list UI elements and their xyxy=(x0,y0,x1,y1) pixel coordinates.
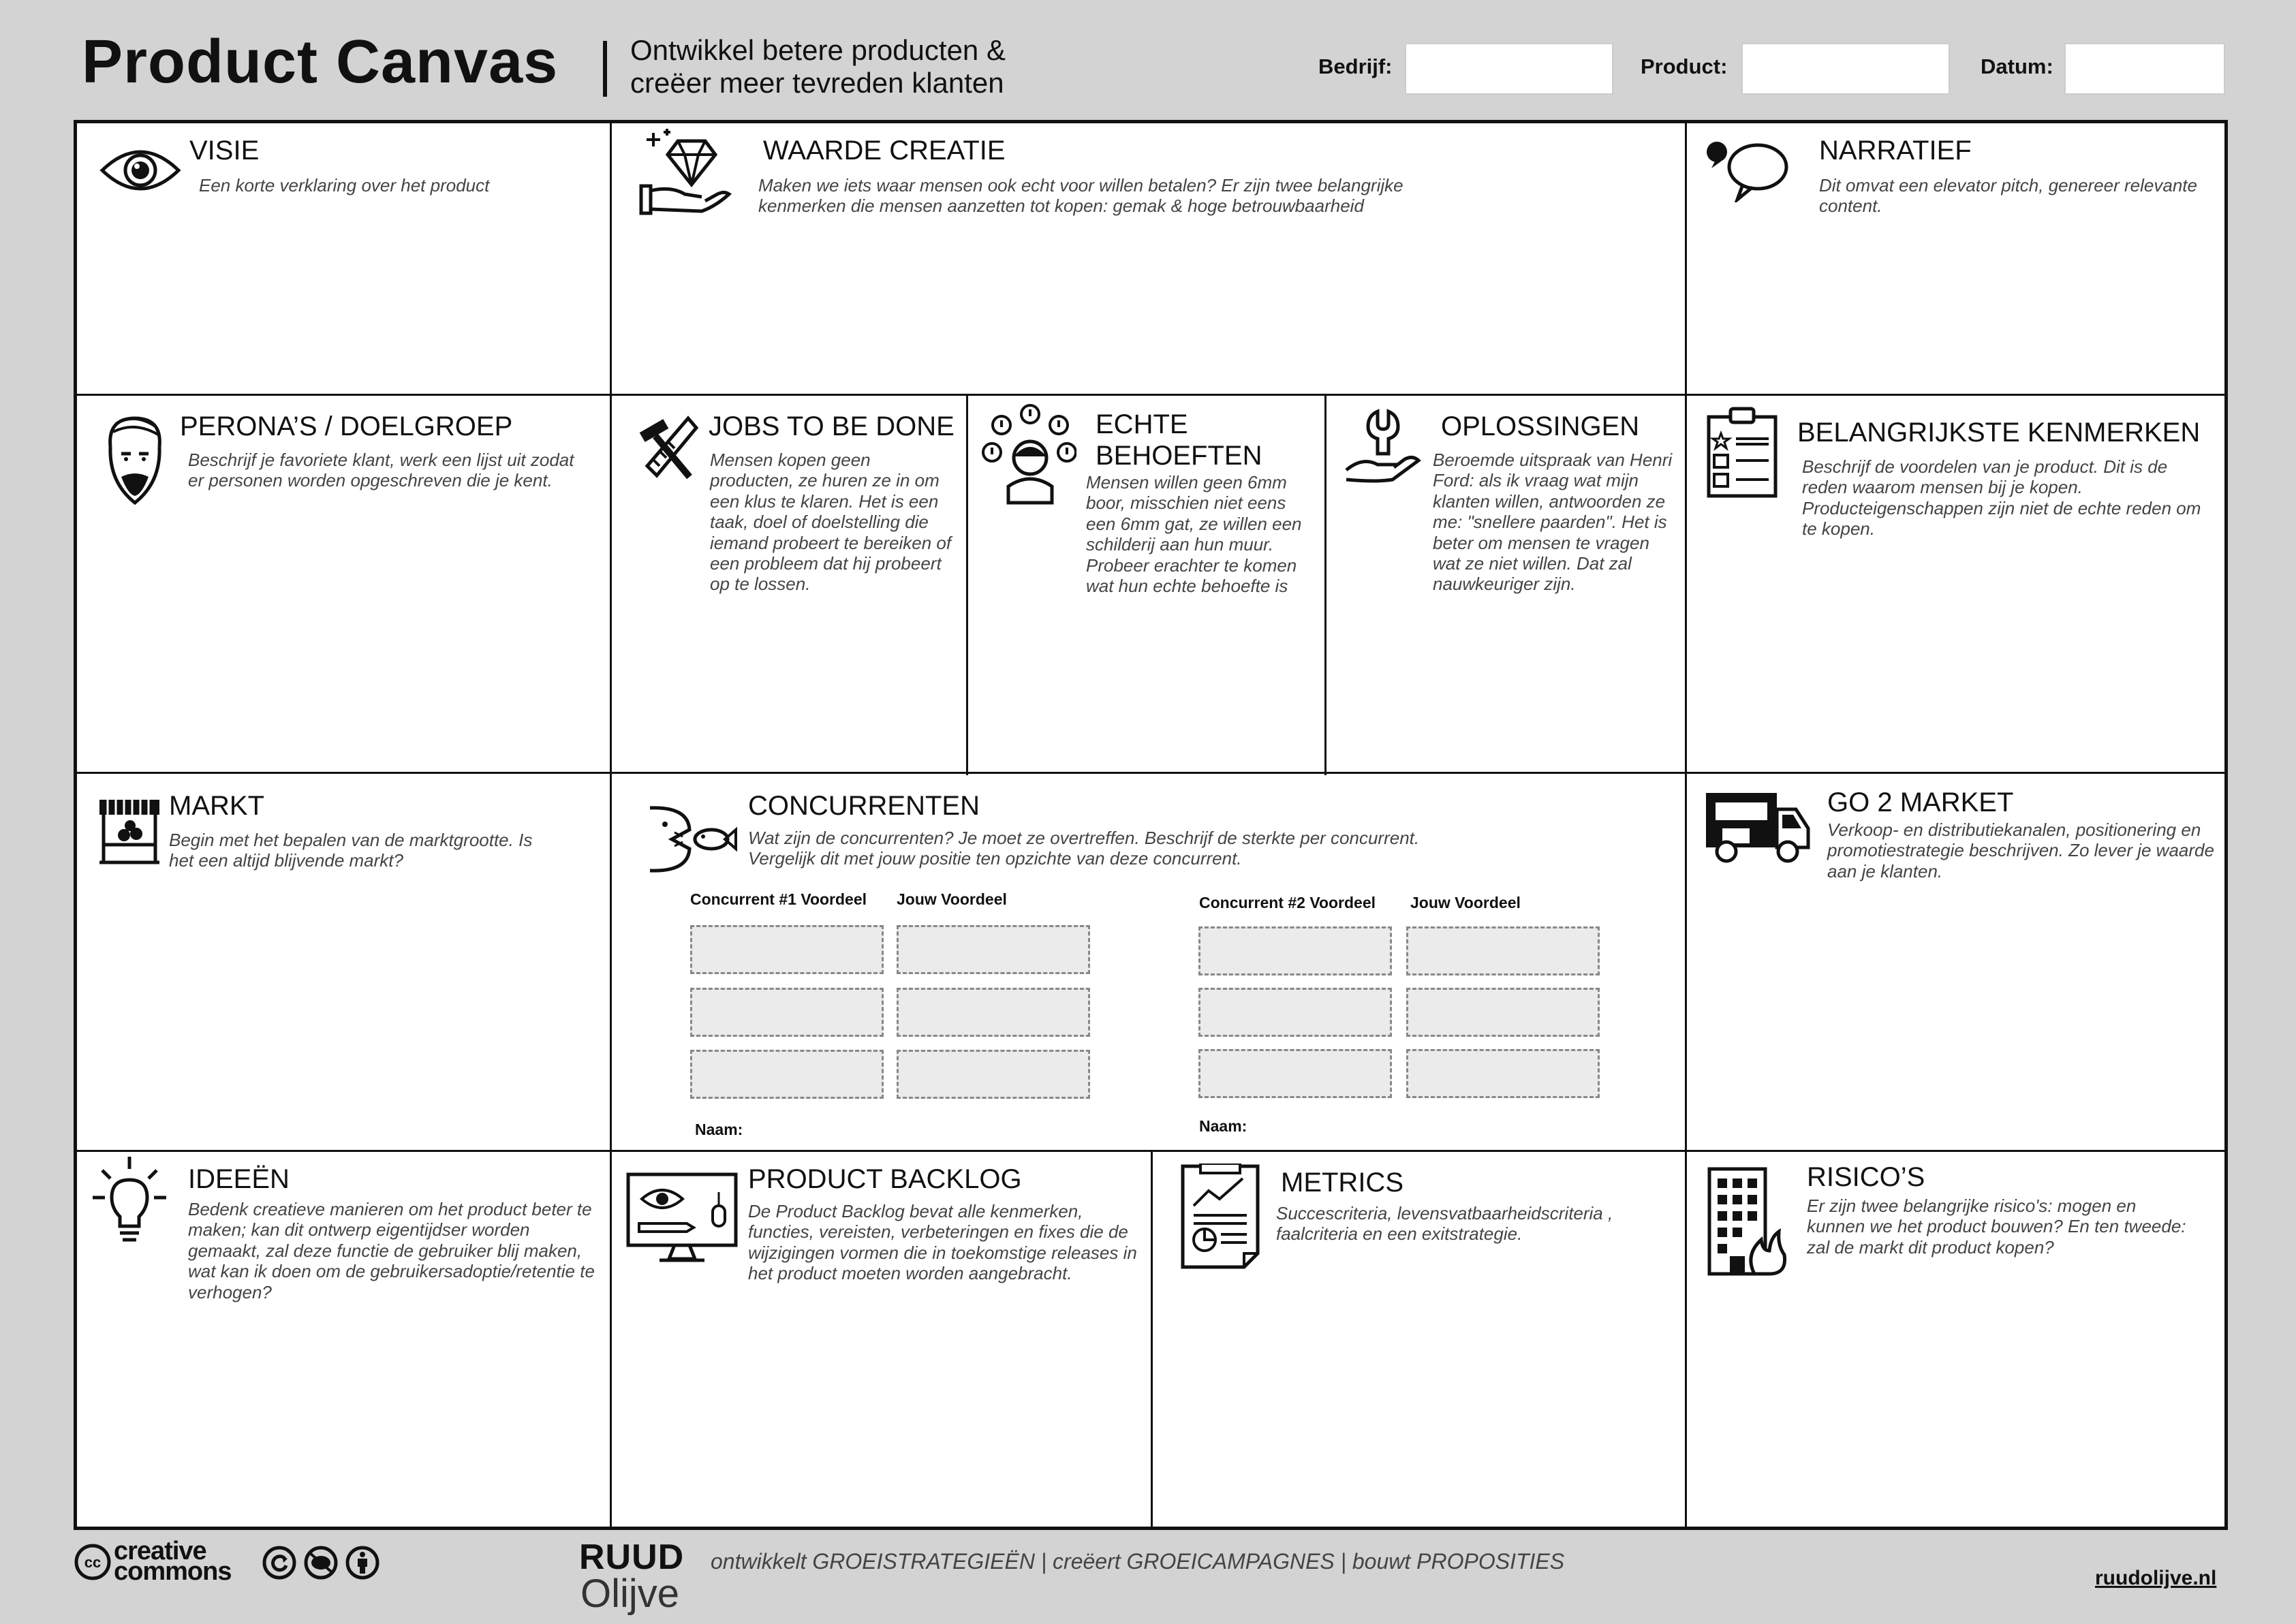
brand-logo-bottom: Olijve xyxy=(580,1572,680,1616)
person-alerts-icon xyxy=(981,403,1076,505)
monitor-design-icon xyxy=(625,1172,739,1264)
person-face-icon xyxy=(101,414,169,507)
concurrent-2-input[interactable] xyxy=(1198,926,1392,975)
concurrenten-title: CONCURRENTEN xyxy=(748,791,980,821)
clipboard-checklist-icon xyxy=(1706,406,1778,499)
page-title: Product Canvas xyxy=(82,28,559,96)
metrics-title: METRICS xyxy=(1281,1168,1403,1198)
personas-description: Beschrijf je favoriete klant, werk een lijst uit zodat er personen worden opgeschreven die je kent. xyxy=(188,450,574,491)
behoeften-title-line-2: BEHOEFTEN xyxy=(1096,441,1262,471)
personas-title: PERONA’S / DOELGROEP xyxy=(180,411,513,441)
grid-line xyxy=(1324,394,1327,775)
datum-field[interactable] xyxy=(2064,43,2225,95)
wrench-hand-icon xyxy=(1342,406,1424,488)
cc-line-1: creative xyxy=(114,1537,206,1565)
svg-text:cc: cc xyxy=(84,1554,102,1571)
hammer-saw-icon xyxy=(634,413,702,481)
go2market-description: Verkoop- en distributiekanalen, positionering en promotiestrategie beschrijven. Zo lever je waarde aan je klanten. xyxy=(1827,819,2214,881)
grid-line xyxy=(74,394,2228,396)
waarde-creatie-description: Maken we iets waar mensen ook echt voor willen betalen? Er zijn twee belangrijke kenmerken die mensen aanzetten tot kopen: gemak & hoge betrouwbaarheid xyxy=(758,175,1403,217)
jouw-voordeel-1-input[interactable] xyxy=(897,1050,1090,1099)
jouw-voordeel-1-header: Jouw Voordeel xyxy=(897,890,1007,908)
kenmerken-title: BELANGRIJKSTE KENMERKEN xyxy=(1797,418,2201,448)
naam-1-label: Naam: xyxy=(695,1121,743,1138)
report-chart-icon xyxy=(1180,1164,1260,1270)
oplossingen-description: Beroemde uitspraak van Henri Ford: als ik vraag wat mijn klanten willen, antwoorden ze me: "snellere paarden". Het is beter om mensen te vragen wat ze niet willen. Dat zal nauwkeuriger zijn. xyxy=(1433,450,1673,595)
bedrijf-label: Bedrijf: xyxy=(1318,54,1393,78)
product-label: Product: xyxy=(1641,54,1728,78)
naam-2-label: Naam: xyxy=(1199,1117,1247,1135)
grid-line xyxy=(610,123,612,1527)
diamond-hand-icon xyxy=(637,126,732,221)
concurrent-1-input[interactable] xyxy=(690,988,884,1037)
ideeen-title: IDEEËN xyxy=(188,1164,290,1194)
concurrent-1-header: Concurrent #1 Voordeel xyxy=(690,890,867,908)
jouw-voordeel-1-input[interactable] xyxy=(897,925,1090,974)
markt-title: MARKT xyxy=(169,791,264,821)
grid-line xyxy=(74,772,2228,774)
behoeften-title-line-1: ECHTE xyxy=(1096,409,1188,439)
jouw-voordeel-1-input[interactable] xyxy=(897,988,1090,1037)
concurrenten-description: Wat zijn de concurrenten? Je moet ze overtreffen. Beschrijf de sterkte per concurrent. Vergelijk dit met jouw positie ten opzichte van deze concurrent. xyxy=(748,828,1420,869)
backlog-description: De Product Backlog bevat alle kenmerken, functies, vereisten, verbeteringen en fixes die de wijzigingen vormen die in toekomstige releases in het product moeten worden aangebracht. xyxy=(748,1201,1137,1284)
fish-competitors-icon xyxy=(647,804,739,876)
food-truck-icon xyxy=(1703,789,1812,864)
jouw-voordeel-2-input[interactable] xyxy=(1406,1049,1600,1098)
title-divider xyxy=(603,41,607,97)
speech-bubbles-icon xyxy=(1703,140,1792,202)
eye-icon xyxy=(99,142,181,199)
cc-line-2: commons xyxy=(114,1557,232,1587)
risicos-title: RISICO’S xyxy=(1807,1162,1925,1192)
product-field[interactable] xyxy=(1741,43,1950,95)
cc-logo-icon xyxy=(74,1543,112,1581)
footer-tagline: ontwikkelt GROEISTRATEGIEËN | creëert GROEICAMPAGNES | bouwt PROPOSITIES xyxy=(711,1549,1565,1574)
concurrent-2-input[interactable] xyxy=(1198,1049,1392,1098)
market-stall-icon xyxy=(97,797,162,865)
grid-line xyxy=(1685,123,1687,1527)
ideeen-description: Bedenk creatieve manieren om het product beter te maken; kan dit ontwerp eigentijdser worden gemaakt, zal deze functie de gebruiker blij maken, wat kan ik doen om de gebruikersadoptie/retentie te verhogen? xyxy=(188,1199,595,1302)
grid-line xyxy=(966,394,968,775)
jouw-voordeel-2-input[interactable] xyxy=(1406,926,1600,975)
risicos-description: Er zijn twee belangrijke risico's: mogen en kunnen we het product bouwen? En ten tweede: zal de markt dit product kopen? xyxy=(1807,1196,2186,1258)
behoeften-description: Mensen willen geen 6mm boor, misschien niet eens een 6mm gat, ze willen een schilderij aan hun muur. Probeer erachter te komen wat hun echte behoefte is xyxy=(1086,472,1302,597)
brand-logo-top: RUUD xyxy=(579,1537,685,1577)
subtitle-line-1: Ontwikkel betere producten & xyxy=(630,34,1006,66)
lightbulb-icon xyxy=(87,1155,172,1248)
narratief-title: NARRATIEF xyxy=(1819,136,1972,166)
burning-building-icon xyxy=(1707,1166,1788,1277)
subtitle-line-2: creëer meer tevreden klanten xyxy=(630,67,1004,99)
jobs-description: Mensen kopen geen producten, ze huren ze in om een klus te klaren. Het is een taak, doel of doelstelling die iemand probeert te bereiken of een probleem dat hij probeert op te lossen. xyxy=(710,450,952,595)
noncommercial-icon xyxy=(303,1545,339,1580)
concurrent-2-header: Concurrent #2 Voordeel xyxy=(1199,894,1376,911)
metrics-description: Succescriteria, levensvatbaarheidscriteria , faalcriteria en een exitstrategie. xyxy=(1276,1203,1613,1245)
narratief-description: Dit omvat een elevator pitch, genereer relevante content. xyxy=(1819,175,2197,217)
jobs-title: JOBS TO BE DONE xyxy=(709,411,955,441)
go2market-title: GO 2 MARKET xyxy=(1827,787,2014,817)
kenmerken-description: Beschrijf de voordelen van je product. Dit is de reden waarom mensen bij je kopen. Producteigenschappen zijn niet de echte reden om te kopen. xyxy=(1802,456,2201,540)
jouw-voordeel-2-header: Jouw Voordeel xyxy=(1410,894,1521,911)
grid-line xyxy=(1151,1150,1153,1527)
backlog-title: PRODUCT BACKLOG xyxy=(748,1164,1022,1194)
concurrent-1-input[interactable] xyxy=(690,925,884,974)
datum-label: Datum: xyxy=(1981,54,2053,78)
visie-title: VISIE xyxy=(189,136,260,166)
cc-wordmark xyxy=(114,1537,232,1587)
share-alike-icon xyxy=(262,1545,297,1580)
markt-description: Begin met het bepalen van de marktgrootte. Is het een altijd blijvende markt? xyxy=(169,830,533,871)
oplossingen-title: OPLOSSINGEN xyxy=(1441,411,1640,441)
concurrent-1-input[interactable] xyxy=(690,1050,884,1099)
waarde-creatie-title: WAARDE CREATIE xyxy=(763,136,1006,166)
jouw-voordeel-2-input[interactable] xyxy=(1406,988,1600,1037)
attribution-icon xyxy=(345,1545,380,1580)
bedrijf-field[interactable] xyxy=(1405,43,1613,95)
concurrent-2-input[interactable] xyxy=(1198,988,1392,1037)
website-link[interactable]: ruudolijve.nl xyxy=(2095,1567,2217,1589)
visie-description: Een korte verklaring over het product xyxy=(199,175,490,196)
